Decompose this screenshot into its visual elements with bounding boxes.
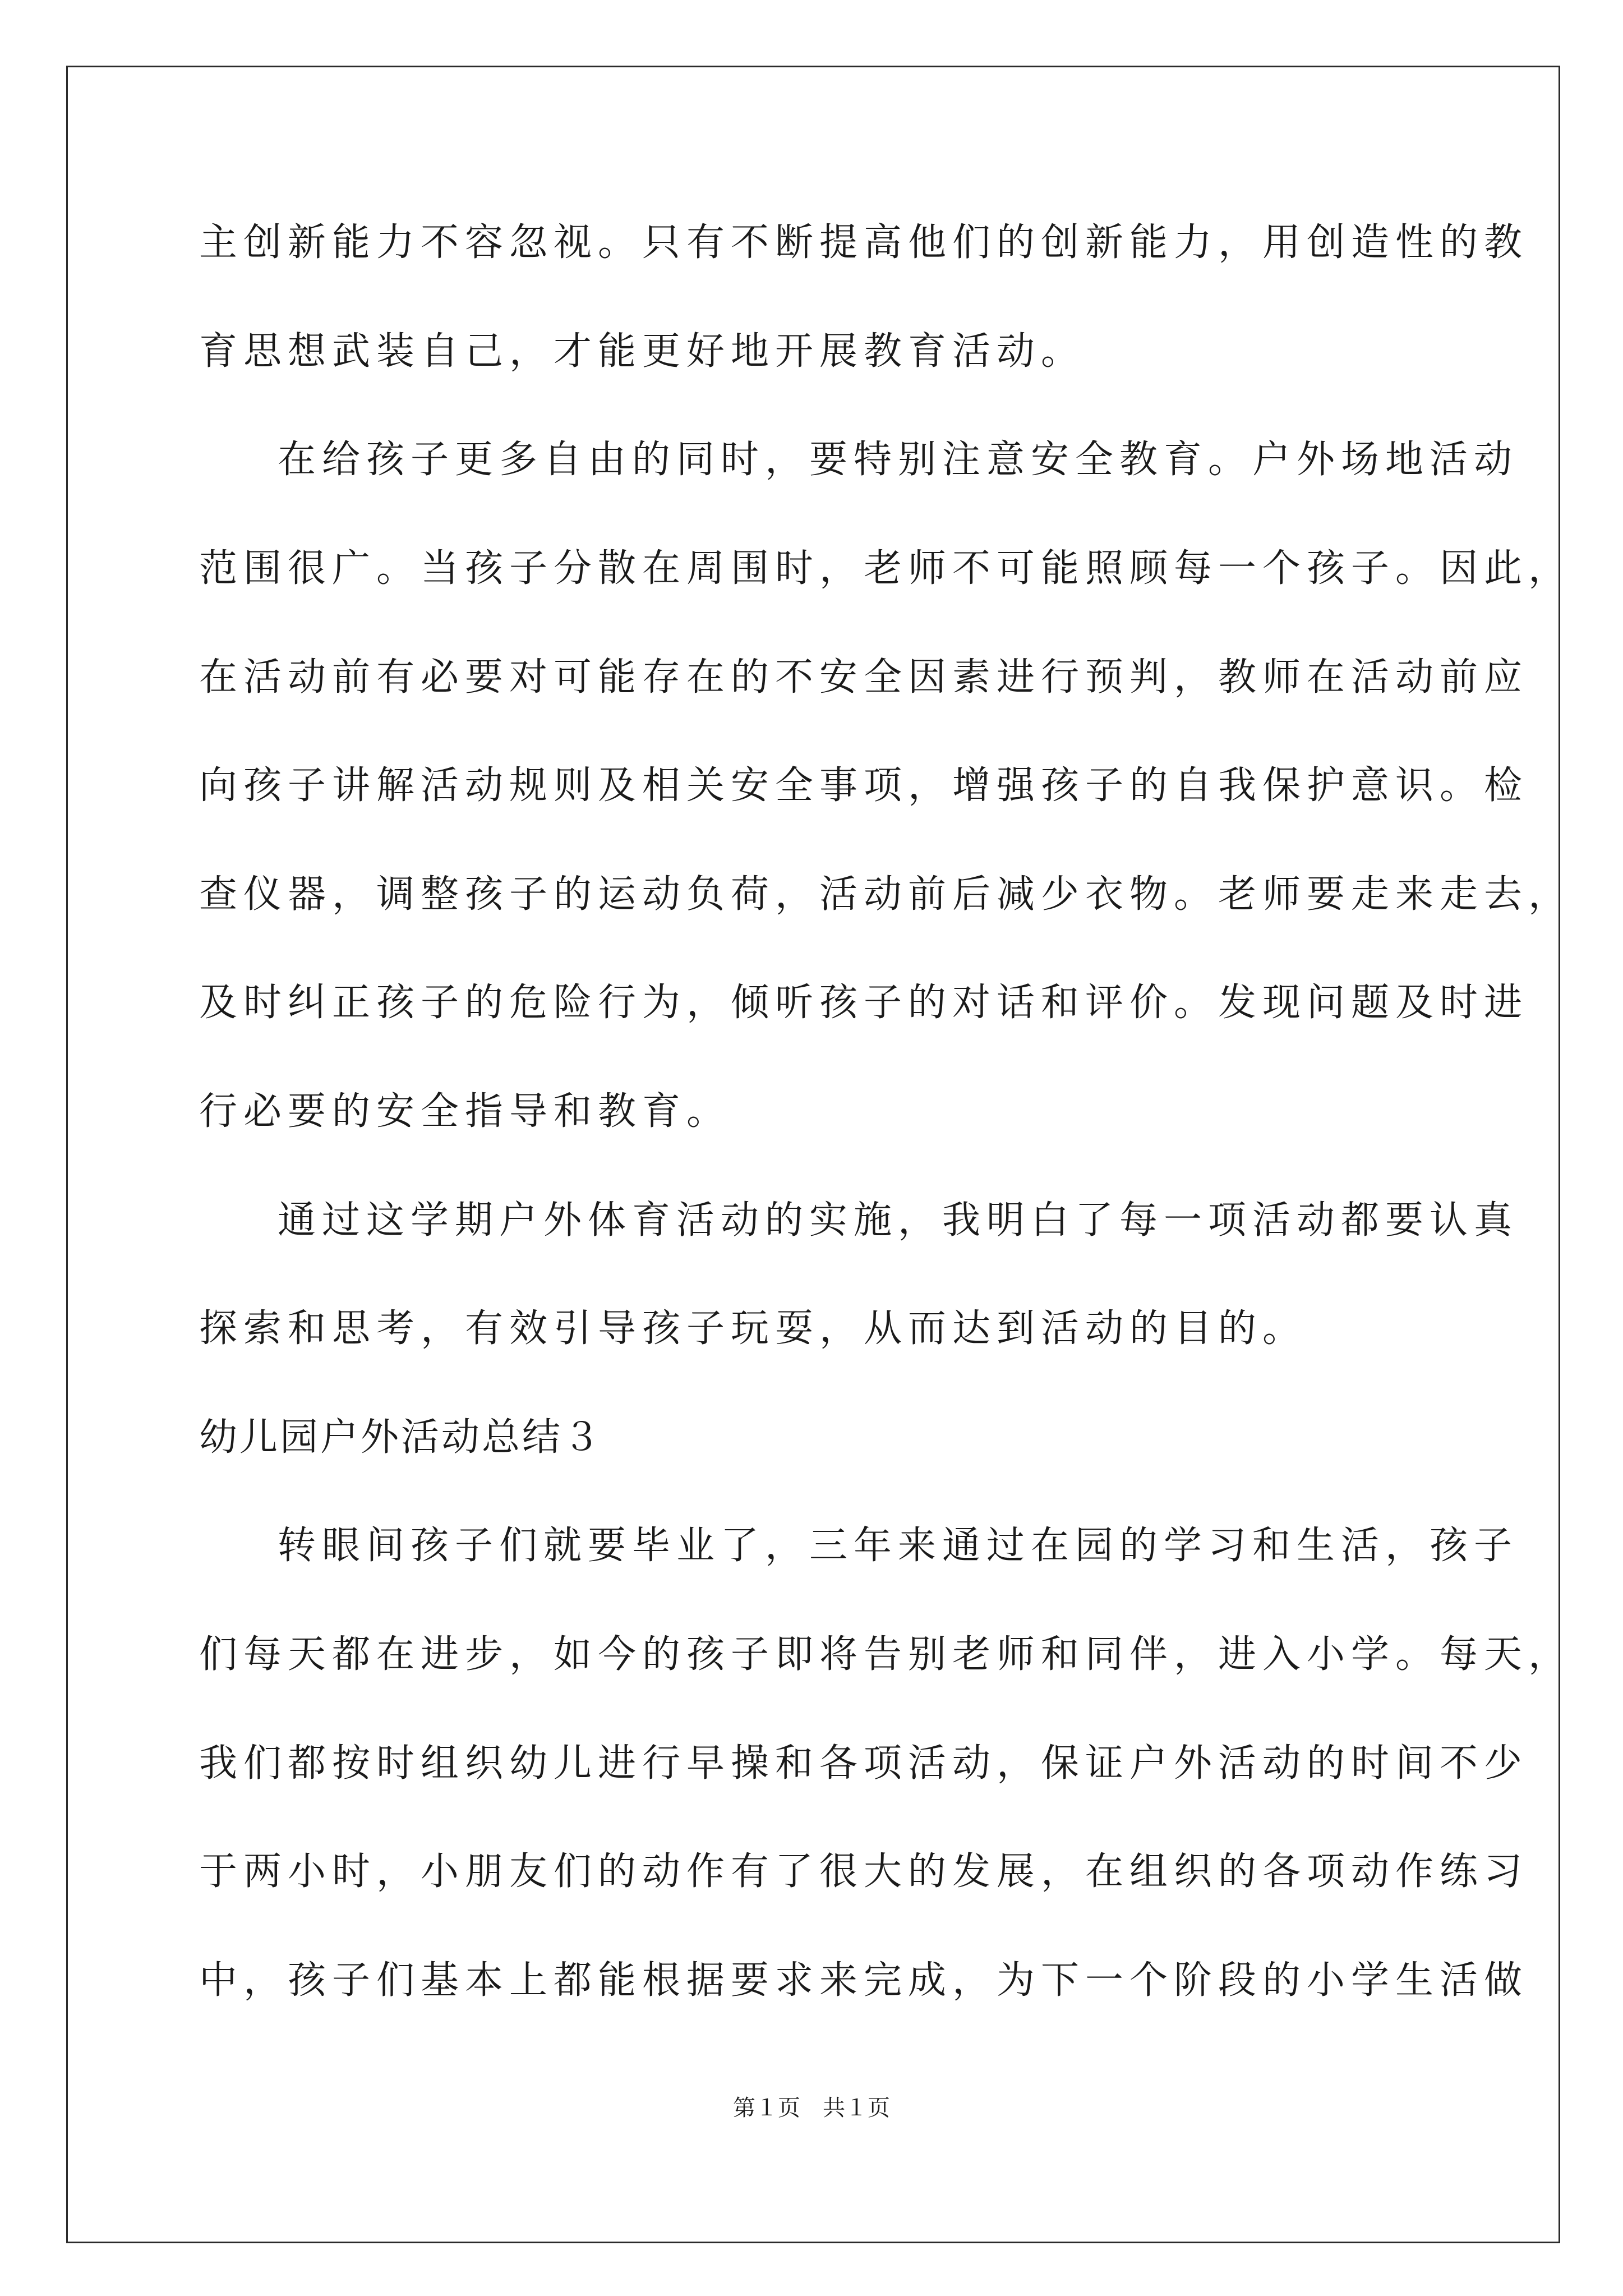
text-line: 向孩子讲解活动规则及相关安全事项，增强孩子的自我保护意识。检 [199, 763, 1529, 808]
text-line: 于两小时，小朋友们的动作有了很大的发展，在组织的各项动作练习 [199, 1849, 1529, 1894]
paragraph-first-line: 转眼间孩子们就要毕业了，三年来通过在园的学习和生活，孩子 [278, 1524, 1519, 1568]
text-line: 我们都按时组织幼儿进行早操和各项活动，保证户外活动的时间不少 [199, 1741, 1529, 1786]
page-number-footer: 第１页 共１页 [733, 2095, 890, 2121]
text-line: 探索和思考，有效引导孩子玩耍，从而达到活动的目的。 [199, 1306, 1307, 1351]
section-heading: 幼儿园户外活动总结３ [199, 1415, 603, 1460]
page-border [66, 66, 1560, 2243]
text-line: 行必要的安全指导和教育。 [199, 1089, 731, 1134]
text-line: 及时纠正孩子的危险行为，倾听孩子的对话和评价。发现问题及时进 [199, 981, 1529, 1025]
text-line: 育思想武装自己，才能更好地开展教育活动。 [199, 329, 1086, 374]
text-line: 主创新能力不容忽视。只有不断提高他们的创新能力，用创造性的教 [199, 220, 1529, 265]
text-line: 中，孩子们基本上都能根据要求来完成，为下一个阶段的小学生活做 [199, 1958, 1529, 2003]
text-line: 查仪器，调整孩子的运动负荷，活动前后减少衣物。老师要走来走去， [199, 872, 1573, 917]
text-line: 们每天都在进步，如今的孩子即将告别老师和同伴，进入小学。每天， [199, 1632, 1573, 1677]
paragraph-first-line: 通过这学期户外体育活动的实施，我明白了每一项活动都要认真 [278, 1198, 1519, 1243]
text-line: 在活动前有必要对可能存在的不安全因素进行预判，教师在活动前应 [199, 655, 1529, 700]
text-line: 范围很广。当孩子分散在周围时，老师不可能照顾每一个孩子。因此， [199, 546, 1573, 591]
paragraph-first-line: 在给孩子更多自由的同时，要特别注意安全教育。户外场地活动 [278, 438, 1519, 482]
